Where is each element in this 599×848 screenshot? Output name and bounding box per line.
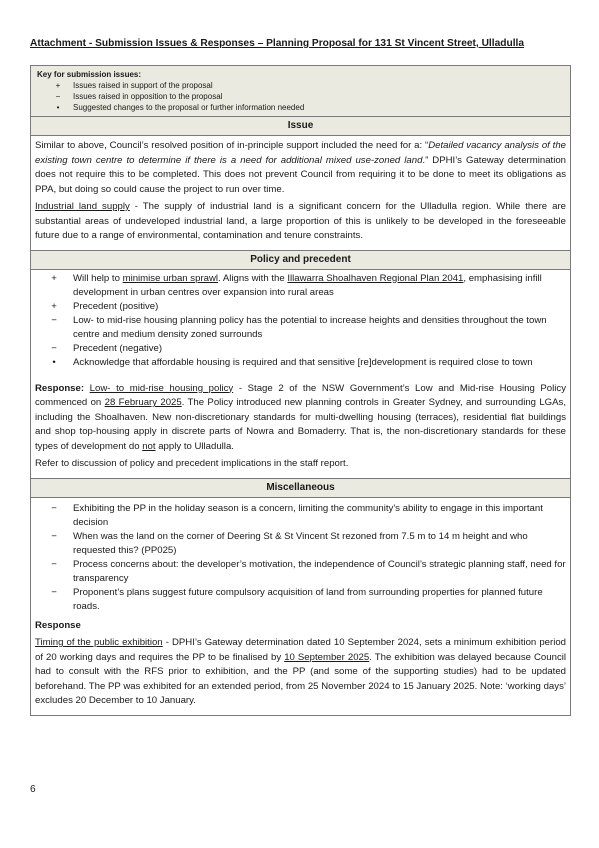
issue-paragraph-vacancy: Similar to above, Council’s resolved position of in-principle support included the need for a: “Detailed vacancy analysis of the existing town centre to determine if there is a need for additional mixed use-zoned land.” DPHI’s Gateway determination does not require this to be completed. This does not prevent Council from requiring it to be done to meet its obligations as PPA, but doing so could cause the project to run over time.: [35, 140, 567, 195]
list-item: − Proponent’s plans suggest future compulsory acquisition of land from surrounding properties for planned future roads.: [31, 586, 570, 614]
misc-response-heading: Response: [35, 619, 81, 631]
policy-response: [31, 374, 570, 478]
submission-table: [30, 65, 571, 716]
minus-icon: −: [55, 92, 61, 101]
misc-response: [31, 616, 570, 715]
minus-icon: −: [51, 586, 57, 598]
minus-icon: −: [51, 342, 57, 354]
misc-response-paragraph: Timing of the public exhibition - DPHI’s Gateway determination dated 10 September 2024, sets a minimum exhibition period of 20 working days and requires the PP to be finalised by 10 September 2025. The exhibition was delayed because Council had to consult with the RFS prior to exhibition, and the PP (and some of the supporting studies) had to be updated beforehand. The PP was exhibited for an extended period, from 25 November 2024 to 15 January 2025. Note: ‘working days’ excludes 20 December to 10 January.: [35, 637, 567, 706]
minus-icon: −: [51, 314, 57, 326]
issue-paragraph-industrial: Industrial land supply - The supply of industrial land is a significant concern for the Ulladulla region. While there are substantial areas of undeveloped industrial land, a large proportion of this is unlikely to be developed in the foreseeable future due to a range of environmental, contamination and tenure constraints.: [35, 201, 566, 241]
plus-icon: +: [51, 300, 57, 312]
list-item: − Precedent (negative): [31, 342, 570, 356]
policy-heading: Policy and precedent: [31, 250, 570, 270]
key-item-label: Issues raised in support of the proposal: [73, 81, 213, 90]
minus-icon: −: [51, 558, 57, 570]
key-item-label: Suggested changes to the proposal or further information needed: [73, 103, 305, 112]
issue-heading: Issue: [31, 117, 570, 136]
key-box: [31, 66, 570, 117]
page-title: Attachment - Submission Issues & Responses – Planning Proposal for 131 St Vincent Street, Ulladulla: [30, 38, 525, 49]
key-item-opposition: [37, 91, 564, 102]
bullet-icon: •: [52, 356, 56, 368]
key-title: Key for submission issues:: [37, 70, 142, 79]
issue-cell: [31, 136, 570, 250]
bullet-icon: •: [56, 103, 60, 112]
industrial-land-heading: Industrial land supply: [35, 201, 130, 212]
minus-icon: −: [51, 530, 57, 542]
plus-icon: +: [55, 81, 61, 90]
policy-bullets: [31, 270, 570, 374]
minus-icon: −: [51, 502, 57, 514]
list-item: + Will help to minimise urban sprawl. Aligns with the Illawarra Shoalhaven Regional Plan 2041, emphasising infill development in urban centres over expansion into rural areas: [31, 272, 570, 300]
list-item: − When was the land on the corner of Deering St & St Vincent St rezoned from 7.5 m to 14 m height and who requested this? (PP025): [31, 530, 570, 558]
misc-bullets: [31, 498, 570, 616]
page-number: 6: [30, 784, 36, 795]
policy-response-paragraph: Response: Low- to mid-rise housing policy - Stage 2 of the NSW Government’s Low and Mid-rise Housing Policy commenced on 28 February 2025. The Policy introduced new planning controls in Greater Sydney, and surrounding LGAs, including the Shoalhaven. New non-discretionary standards for multi-dwelling housing (terraces), residential flat buildings and shop top-housing apply in discrete parts of Nowra and Bomaderry. That is, the non-discretionary standards for these types of development do not apply to Ulladulla.: [35, 382, 566, 452]
key-item-support: [37, 80, 564, 91]
plus-icon: +: [51, 272, 57, 284]
list-item: + Precedent (positive): [31, 300, 570, 314]
misc-heading: Miscellaneous: [31, 478, 570, 498]
list-item: • Acknowledge that affordable housing is required and that sensitive [re]development is required close to town: [31, 356, 570, 370]
list-item: − Exhibiting the PP in the holiday season is a concern, limiting the community's ability to engage in this important decision: [31, 502, 570, 530]
policy-refer-paragraph: Refer to discussion of policy and precedent implications in the staff report.: [35, 458, 349, 469]
key-item-suggested: [37, 102, 564, 113]
list-item: − Process concerns about: the developer’s motivation, the independence of Council’s strategic planning staff, need for transparency: [31, 558, 570, 586]
list-item: − Low- to mid-rise housing planning policy has the potential to increase heights and densities throughout the town centre and medium density zoned surrounds: [31, 314, 570, 342]
key-item-label: Issues raised in opposition to the proposal: [73, 92, 223, 101]
